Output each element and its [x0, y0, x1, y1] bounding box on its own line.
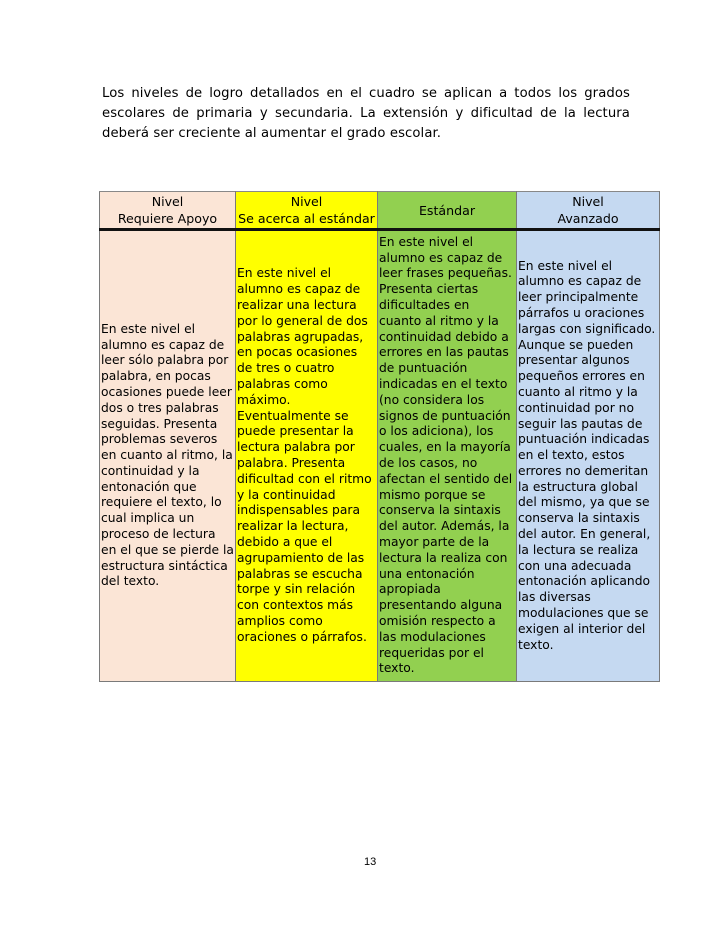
cell-avanzado: En este nivel el alumno es capaz de leer principalmente párrafos u oraciones largas con significado. Aunque se pueden presentar algunos pequeños errores en cuanto al ritmo y la continuidad por no seguir las pautas de puntuación indicadas en el texto, estos errores no demeritan la estructura global del mismo, ya que se conserva la sintaxis del autor. En general, la lectura se realiza con una adecuada entonación aplicando las diversas modulaciones que se exigen al interior del texto. — [517, 230, 660, 682]
page-number: 13 — [364, 856, 377, 868]
cell-requiere-apoyo: En este nivel el alumno es capaz de leer sólo palabra por palabra, en pocas ocasiones puede leer dos o tres palabras seguidas. Presenta problemas severos en cuanto al ritmo, la continuidad y la entonación que requiere el texto, lo cual implica un proceso de lectura en el que se pierde la estructura sintáctica del texto. — [100, 230, 236, 682]
header-line: Estándar — [418, 202, 476, 218]
header-estandar — [378, 192, 517, 230]
table-header-row — [100, 192, 660, 230]
intro-paragraph: Los niveles de logro detallados en el cuadro se aplican a todos los grados escolares de primaria y secundaria. La extensión y dificultad de la lectura deberá ser creciente al aumentar el grado escolar. — [102, 86, 630, 141]
header-line: Requiere Apoyo — [117, 211, 218, 226]
header-line: Se acerca al estándar — [238, 211, 375, 226]
header-line: Avanzado — [557, 211, 619, 226]
cell-se-acerca: En este nivel el alumno es capaz de realizar una lectura por lo general de dos palabras agrupadas, en pocas ocasiones de tres o cuatro palabras como máximo. Eventualmente se puede presentar la lectura palabra por palabra. Presenta dificultad con el ritmo y la continuidad indispensables para realizar la lectura, debido a que el agrupamiento de las palabras se escucha torpe y sin relación con contextos más amplios como oraciones o párrafos. — [236, 230, 378, 682]
header-requiere-apoyo — [100, 192, 236, 230]
table-row — [100, 230, 660, 682]
header-line: Nivel — [572, 194, 604, 209]
achievement-levels-table — [99, 191, 660, 682]
header-line: Nivel — [290, 194, 323, 209]
header-line: Nivel — [151, 194, 184, 209]
cell-estandar: En este nivel el alumno es capaz de leer frases pequeñas. Presenta ciertas dificultades en cuanto al ritmo y la continuidad debido a errores en las pautas de puntuación indicadas en el texto (no considera los signos de puntuación o los adiciona), los cuales, en la mayoría de los casos, no afectan el sentido del mismo porque se conserva la sintaxis del autor. Además, la mayor parte de la lectura la realiza con una entonación apropiada presentando alguna omisión respecto a las modulaciones requeridas por el texto. — [378, 230, 517, 682]
header-se-acerca — [236, 192, 378, 230]
header-avanzado — [517, 192, 660, 230]
